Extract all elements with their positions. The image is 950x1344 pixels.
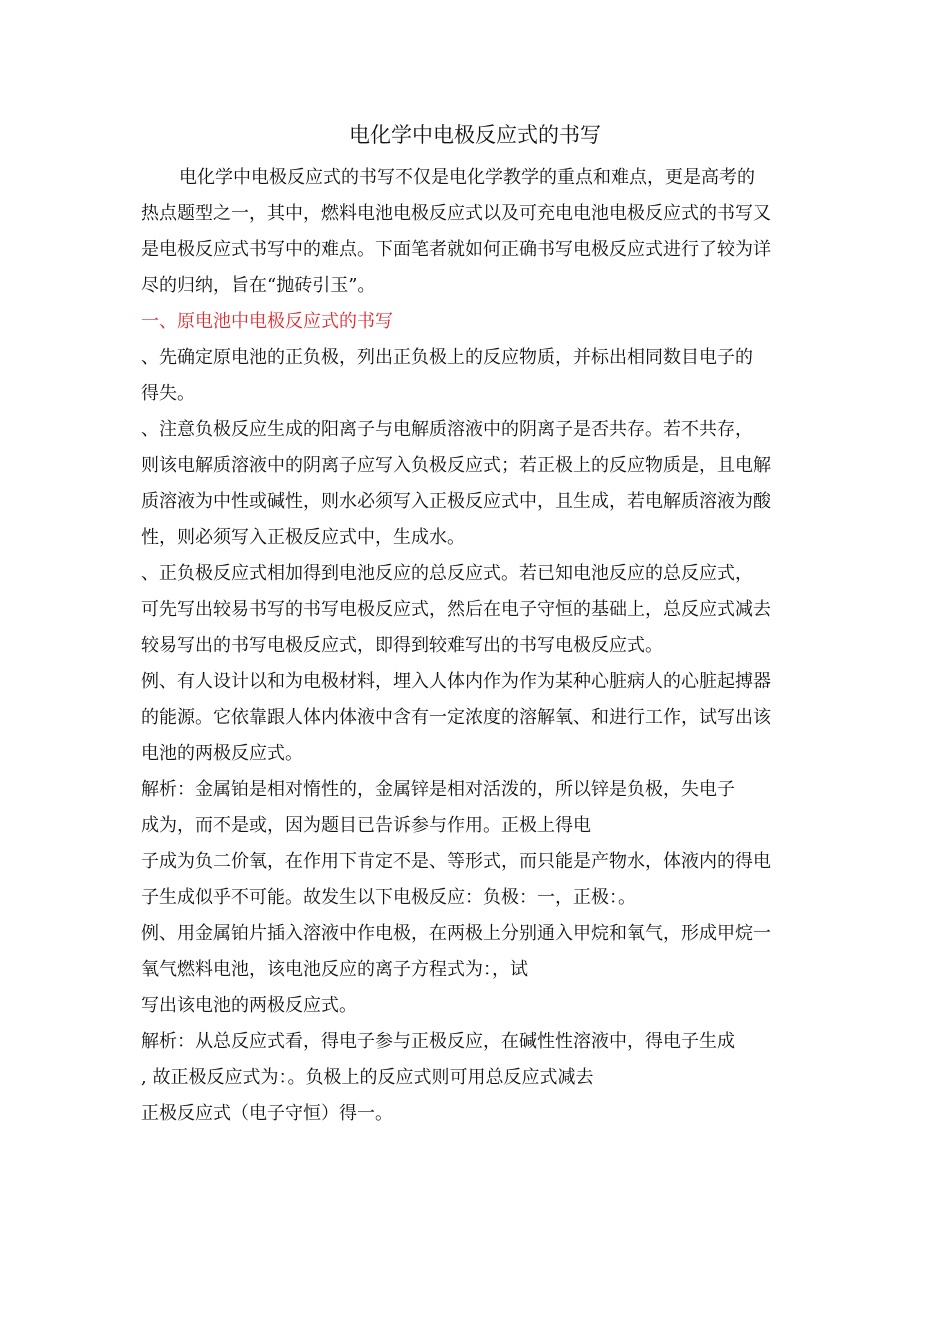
text-line: 成为，而不是或，因为题目已告诉参与作用。正极上得电 <box>141 815 591 836</box>
text-line: 则该电解质溶液中的阴离子应写入负极反应式；若正极上的反应物质是，且电解 <box>141 455 771 476</box>
section-heading: 一、原电池中电极反应式的书写 <box>141 311 393 332</box>
text-line: 、注意负极反应生成的阳离子与电解质溶液中的阴离子是否共存。若不共存， <box>141 419 753 440</box>
text-line: 、正负极反应式相加得到电池反应的总反应式。若已知电池反应的总反应式， <box>141 563 753 584</box>
text-line: 尽的归纳，旨在“抛砖引玉”。 <box>141 275 376 296</box>
text-line: 热点题型之一，其中，燃料电池电极反应式以及可充电电池电极反应式的书写又 <box>141 203 771 224</box>
text-line: 性，则必须写入正极反应式中，生成水。 <box>141 527 465 548</box>
page-title: 电化学中电极反应式的书写 <box>349 123 601 147</box>
text-line: 子生成似乎不可能。故发生以下电极反应：负极：一，正极：。 <box>141 887 636 908</box>
text-line: 氧气燃料电池，该电池反应的离子方程式为：，试 <box>141 959 528 980</box>
text-line: 子成为负二价氧，在作用下肯定不是、等形式，而只能是产物水，体液内的得电 <box>141 851 771 872</box>
text-line: 的能源。它依靠跟人体内体液中含有一定浓度的溶解氧、和进行工作，试写出该 <box>141 707 771 728</box>
text-line: 正极反应式（电子守恒）得一。 <box>141 1103 393 1124</box>
text-line: 解析：金属铂是相对惰性的，金属锌是相对活泼的，所以锌是负极，失电子 <box>141 779 735 800</box>
text-line: 写出该电池的两极反应式。 <box>141 995 357 1016</box>
text-line: 较易写出的书写电极反应式，即得到较难写出的书写电极反应式。 <box>141 635 663 656</box>
text-line: 得失。 <box>141 383 195 404</box>
text-line: 例、有人设计以和为电极材料，埋入人体内作为作为某种心脏病人的心脏起搏器 <box>141 671 771 692</box>
document-body <box>141 160 816 1132</box>
text-line: 电化学中电极反应式的书写不仅是电化学教学的重点和难点，更是高考的 <box>179 167 755 188</box>
text-line: 例、用金属铂片插入溶液中作电极，在两极上分别通入甲烷和氧气，形成甲烷一 <box>141 923 771 944</box>
text-line: , 故正极反应式为：。负极上的反应式则可用总反应式减去 <box>141 1067 594 1088</box>
text-line: 、先确定原电池的正负极，列出正负极上的反应物质，并标出相同数目电子的 <box>141 347 753 368</box>
text-line: 是电极反应式书写中的难点。下面笔者就如何正确书写电极反应式进行了较为详 <box>141 239 771 260</box>
text-line: 质溶液为中性或碱性，则水必须写入正极反应式中，且生成，若电解质溶液为酸 <box>141 491 771 512</box>
text-line: 解析：从总反应式看，得电子参与正极反应，在碱性性溶液中，得电子生成 <box>141 1031 735 1052</box>
text-line: 可先写出较易书写的书写电极反应式，然后在电子守恒的基础上，总反应式减去 <box>141 599 771 620</box>
text-line: 电池的两极反应式。 <box>141 743 303 764</box>
